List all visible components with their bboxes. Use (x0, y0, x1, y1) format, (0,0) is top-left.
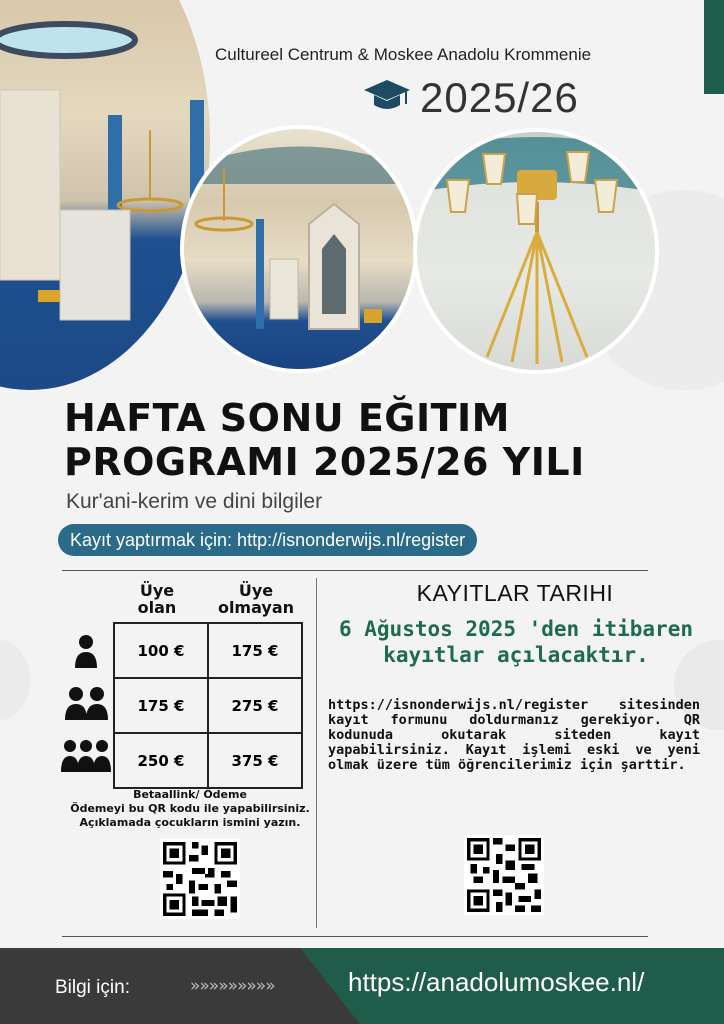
chandelier-photo (413, 128, 659, 374)
mosque-mihrab-photo (180, 125, 418, 373)
registration-instructions: https://isnonderwijs.nl/register sitesinden kayıt formunu doldurmanız gerekiyor. QR kodunuda okutarak siteden kayıt yapabilirsiniz. Kayıt işlemi eski ve yeni olmak üzere tüm öğrencilerimiz için şarttir. (328, 697, 700, 773)
registration-date: 6 Ağustos 2025 'den itibaren kayıtlar açılacaktır. (338, 617, 693, 667)
two-people-icon (60, 684, 112, 724)
price-cell: 175 € (114, 678, 208, 733)
table-row (114, 678, 302, 733)
column-header-member: Üye olan (137, 581, 177, 617)
subtitle: Kur'ani-kerim ve dini bilgiler (66, 490, 323, 513)
arrows-decoration: »»»»»»»»» (190, 976, 275, 996)
graduation-cap-icon (362, 76, 412, 116)
price-table (113, 622, 303, 789)
school-year: 2025/26 (420, 74, 579, 121)
price-cell: 275 € (208, 678, 302, 733)
decorative-bar (704, 0, 724, 94)
payment-line: Ödemeyi bu QR kodu ile yapabilirsiniz. (70, 802, 310, 815)
payment-title: Betaallink/ Ödeme (133, 788, 247, 801)
mosque-interior-photo (0, 0, 210, 390)
table-row (114, 733, 302, 788)
price-cell: 250 € (114, 733, 208, 788)
table-row (114, 623, 302, 678)
register-link[interactable]: Kayıt yaptırmak için: http://isnonderwijs.nl/register (58, 524, 477, 556)
divider (62, 570, 648, 571)
decorative-circle (0, 640, 30, 720)
price-cell: 375 € (208, 733, 302, 788)
registration-heading: KAYITLAR TARIHI (416, 580, 614, 606)
website-link[interactable]: https://anadolumoskee.nl/ (348, 967, 645, 997)
page-title: HAFTA SONU EĞITIM PROGRAMI 2025/26 YILI (64, 396, 585, 484)
divider (316, 578, 317, 928)
organization-name: Cultureel Centrum & Moskee Anadolu Krommenie (215, 45, 592, 64)
three-people-icon (60, 736, 112, 776)
payment-line: Açıklamada çocukların ismini yazın. (79, 816, 301, 829)
column-header-nonmember: Üye olmayan (217, 581, 295, 617)
payment-note (70, 788, 310, 830)
price-cell: 175 € (208, 623, 302, 678)
one-person-icon (60, 632, 112, 672)
divider (62, 936, 648, 937)
footer-info-label: Bilgi için: (55, 977, 130, 998)
payment-qr-code[interactable] (160, 838, 240, 920)
price-cell: 100 € (114, 623, 208, 678)
registration-qr-code[interactable] (464, 834, 544, 916)
